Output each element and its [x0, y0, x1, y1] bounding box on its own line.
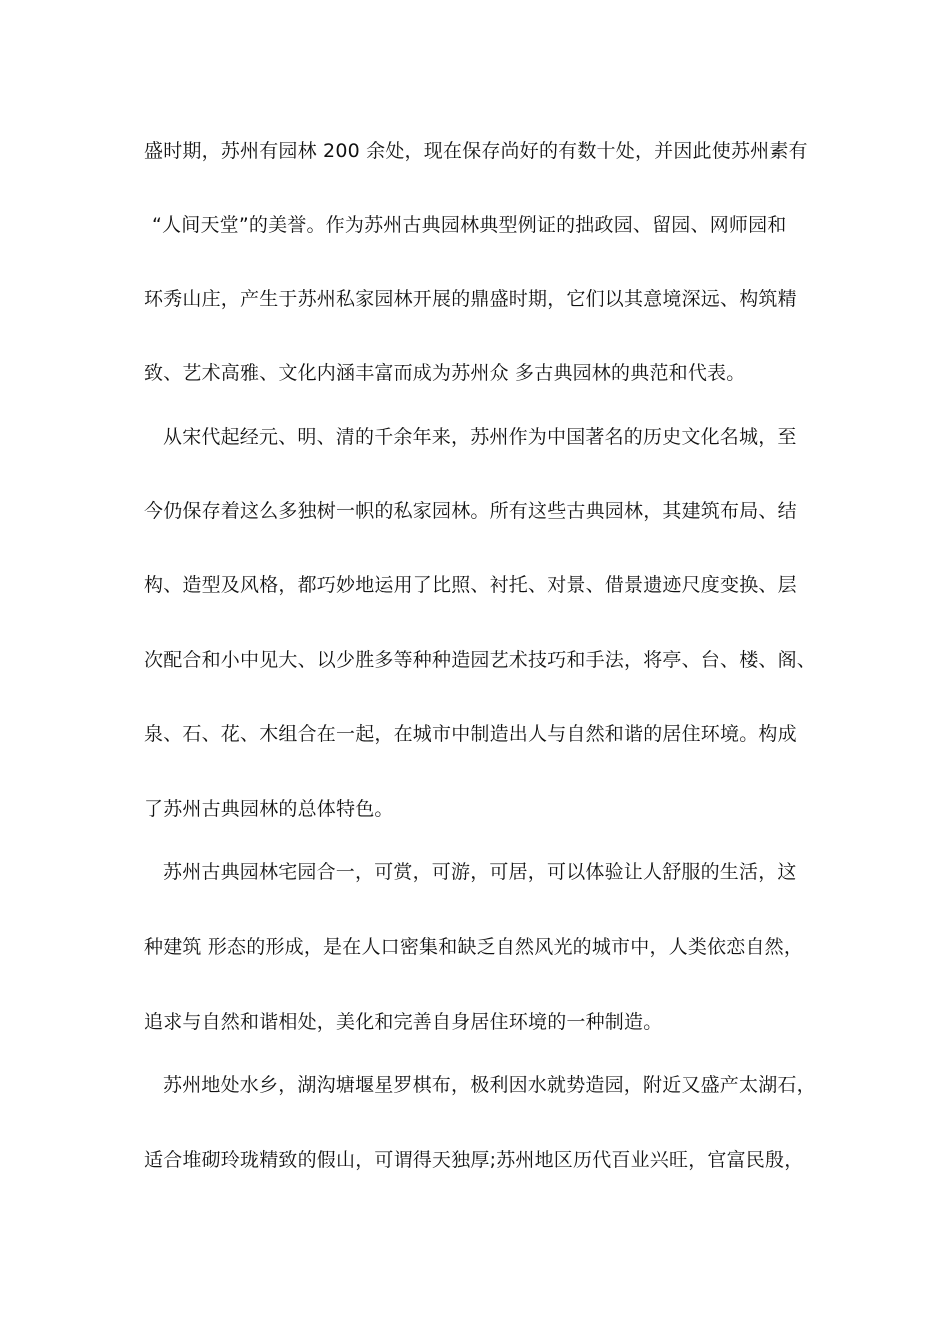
text-line: 泉、石、花、木组合在一起，在城市中制造出人与自然和谐的居住环境。构成 [144, 723, 797, 745]
text-line: 适合堆砌玲珑精致的假山，可谓得天独厚;苏州地区历代百业兴旺，官富民殷， [144, 1149, 804, 1171]
paragraph-first-line: 苏州古典园林宅园合一，可赏，可游，可居，可以体验让人舒服的生活，这 [163, 861, 797, 883]
paragraph-first-line: 苏州地处水乡，湖沟塘堰星罗棋布，极利因水就势造园，附近又盛产太湖石， [163, 1074, 816, 1096]
text-line: 致、艺术高雅、文化内涵丰富而成为苏州众 多古典园林的典范和代表。 [144, 362, 746, 384]
text-line: 追求与自然和谐相处，美化和完善自身居住环境的一种制造。 [144, 1011, 663, 1033]
text-line: 了苏州古典园林的总体特色。 [144, 798, 394, 820]
text-line: 盛时期，苏州有园林 200 余处，现在保存尚好的有数十处，并因此使苏州素有 [144, 140, 808, 162]
paragraph-first-line: 从宋代起经元、明、清的千余年来，苏州作为中国著名的历史文化名城，至 [163, 426, 797, 448]
text-line: 次配合和小中见大、以少胜多等种种造园艺术技巧和手法，将亭、台、楼、阁、 [144, 649, 817, 671]
text-line: 构、造型及风格，都巧妙地运用了比照、衬托、对景、借景遗迹尺度变换、层 [144, 574, 797, 596]
text-line: 今仍保存着这么多独树一帜的私家园林。所有这些古典园林，其建筑布局、结 [144, 500, 797, 522]
text-line: 种建筑 形态的形成，是在人口密集和缺乏自然风光的城市中，人类依恋自然， [144, 936, 804, 958]
text-line: 环秀山庄，产生于苏州私家园林开展的鼎盛时期，它们以其意境深远、构筑精 [144, 288, 797, 310]
text-line: “人间天堂”的美誉。作为苏州古典园林典型例证的拙政园、留园、网师园和 [152, 214, 787, 236]
